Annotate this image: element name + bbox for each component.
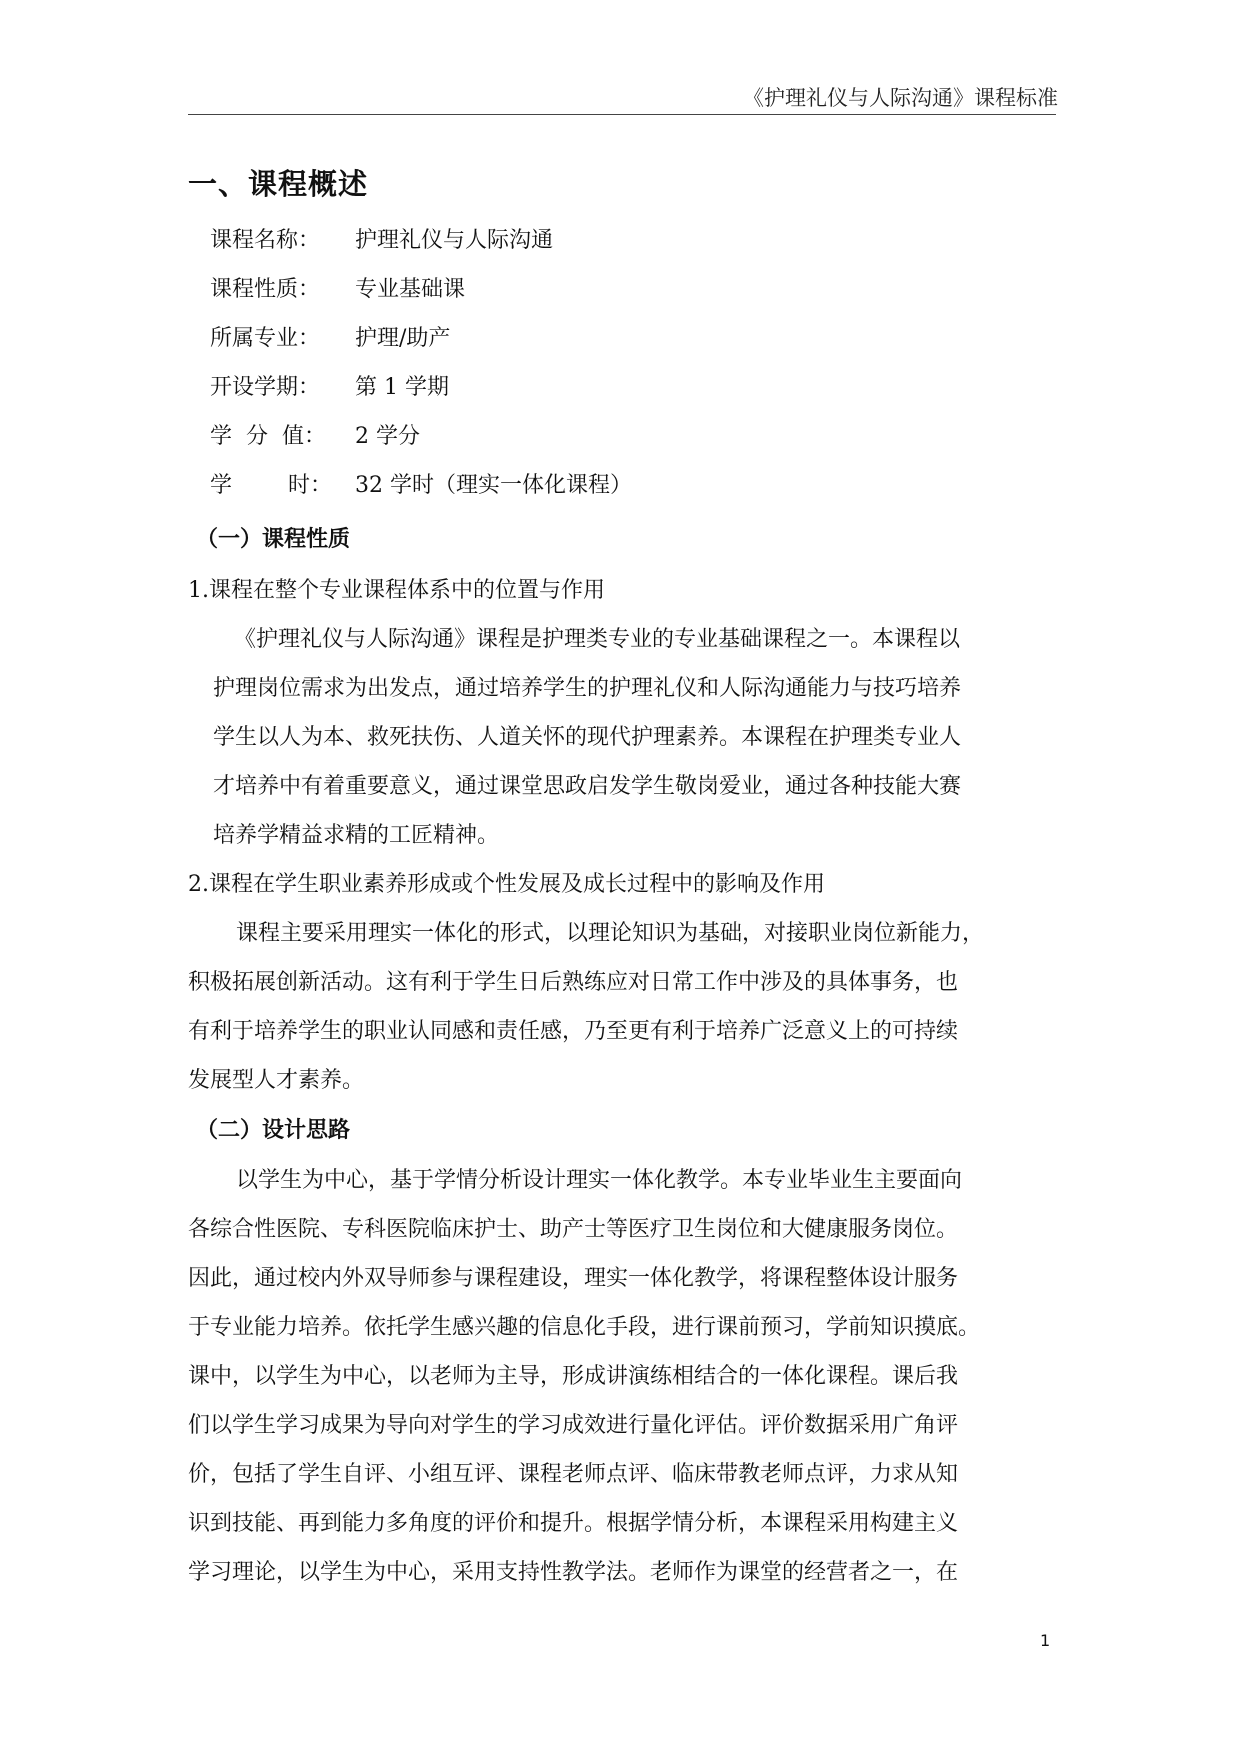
- paragraph-line: 于专业能力培养。依托学生感兴趣的信息化手段，进行课前预习，学前知识摸底。: [188, 1315, 981, 1340]
- paragraph-line: 价，包括了学生自评、小组互评、课程老师点评、临床带教老师点评，力求从知: [188, 1462, 959, 1487]
- info-value: 2 学分: [355, 424, 420, 449]
- paragraph-line: 《护理礼仪与人际沟通》课程是护理类专业的专业基础课程之一。本课程以: [234, 627, 961, 652]
- paragraph-line: 们以学生学习成果为导向对学生的学习成效进行量化评估。评价数据采用广角评: [188, 1413, 959, 1438]
- info-row-course-name: [210, 226, 553, 256]
- info-row-semester: [210, 373, 449, 403]
- info-value: 32 学时（理实一体化课程）: [355, 473, 632, 498]
- info-value: 第 1 学期: [355, 375, 449, 400]
- paragraph-line: 有利于培养学生的职业认同感和责任感，乃至更有利于培养广泛意义上的可持续: [188, 1019, 959, 1044]
- info-value: 护理礼仪与人际沟通: [355, 228, 554, 253]
- info-label: 开设学期：: [210, 375, 321, 400]
- paragraph-line: 课程主要采用理实一体化的形式，以理论知识为基础，对接职业岗位新能力，: [236, 921, 985, 946]
- paragraph-line: 识到技能、再到能力多角度的评价和提升。根据学情分析，本课程采用构建主义: [188, 1511, 959, 1536]
- paragraph-line: 发展型人才素养。: [188, 1068, 365, 1093]
- info-label: 所属专业：: [210, 326, 321, 351]
- paragraph-line: 学生以人为本、救死扶伤、人道关怀的现代护理素养。本课程在护理类专业人: [213, 725, 962, 750]
- info-value: 护理/助产: [355, 326, 451, 351]
- paragraph-line: 以学生为中心，基于学情分析设计理实一体化教学。本专业毕业生主要面向: [236, 1168, 963, 1193]
- subsection-title-nature: （一）课程性质: [196, 527, 351, 552]
- info-label: 课程性质：: [210, 277, 321, 302]
- item-title-influence: 2.课程在学生职业素养形成或个性发展及成长过程中的影响及作用: [188, 872, 825, 897]
- item-title-position: 1.课程在整个专业课程体系中的位置与作用: [188, 578, 605, 603]
- info-row-hours: [210, 471, 632, 501]
- running-header: 《护理礼仪与人际沟通》课程标准: [743, 86, 1058, 110]
- paragraph-line: 才培养中有着重要意义，通过课堂思政启发学生敬岗爱业，通过各种技能大赛: [213, 774, 962, 799]
- page-number: 1: [1040, 1631, 1051, 1650]
- paragraph-line: 学习理论，以学生为中心，采用支持性教学法。老师作为课堂的经营者之一，在: [188, 1560, 959, 1585]
- info-label: 课程名称：: [210, 228, 321, 253]
- paragraph-line: 积极拓展创新活动。这有利于学生日后熟练应对日常工作中涉及的具体事务，也: [188, 970, 959, 995]
- info-value: 专业基础课: [355, 277, 466, 302]
- section-title-overview: 一、课程概述: [188, 167, 369, 201]
- paragraph-line: 课中，以学生为中心，以老师为主导，形成讲演练相结合的一体化课程。课后我: [188, 1364, 959, 1389]
- info-label: 学 分 值：: [210, 424, 326, 449]
- info-label: 学 时：: [210, 473, 332, 498]
- paragraph-line: 各综合性医院、专科医院临床护士、助产士等医疗卫生岗位和大健康服务岗位。: [188, 1217, 959, 1242]
- info-row-credits: [210, 422, 420, 452]
- info-row-course-nature: [210, 275, 465, 305]
- paragraph-line: 因此，通过校内外双导师参与课程建设，理实一体化教学，将课程整体设计服务: [188, 1266, 959, 1291]
- paragraph-line: 培养学精益求精的工匠精神。: [213, 823, 500, 848]
- header-rule: [188, 114, 1056, 115]
- info-row-major: [210, 324, 450, 354]
- paragraph-line: 护理岗位需求为出发点，通过培养学生的护理礼仪和人际沟通能力与技巧培养: [213, 676, 962, 701]
- subsection-title-design: （二）设计思路: [196, 1118, 351, 1143]
